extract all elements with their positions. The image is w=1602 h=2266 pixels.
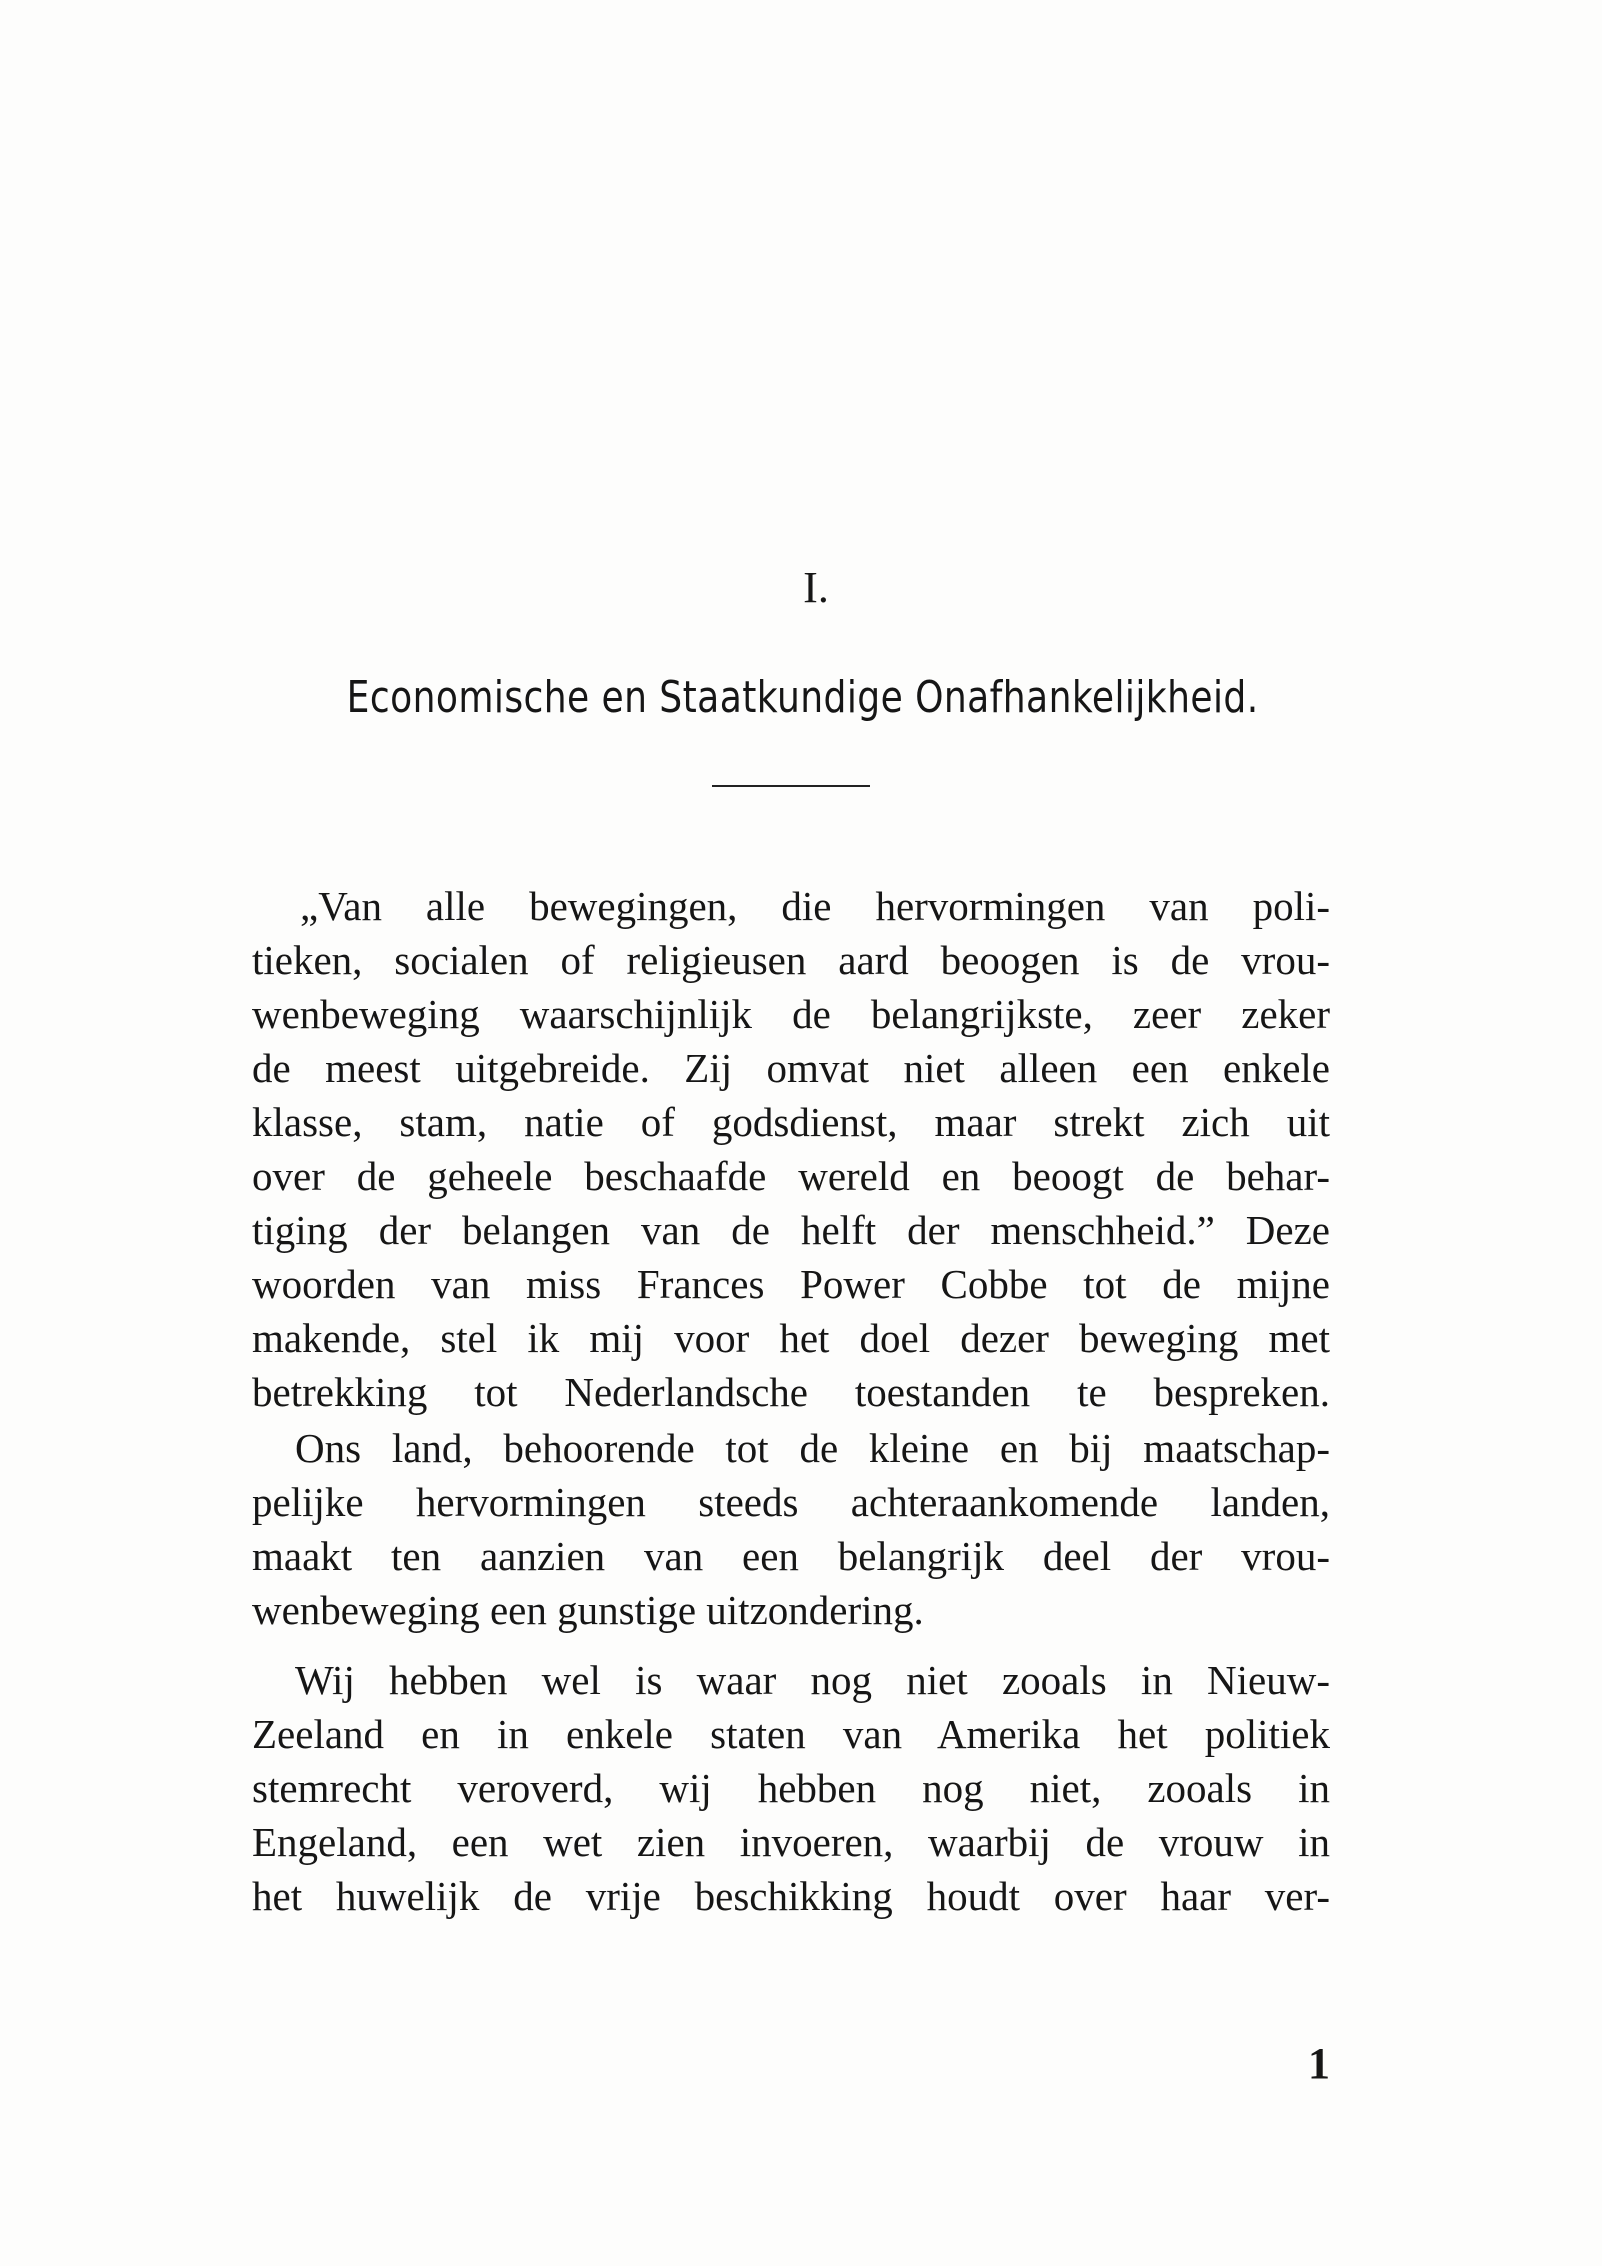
text-line: maakt ten aanzien van een belangrijk deel der vrou- <box>252 1533 1330 1579</box>
text-line: de meest uitgebreide. Zij omvat niet alleen een enkele <box>252 1045 1330 1091</box>
text-line: betrekking tot Nederlandsche toestanden te bespreken. <box>252 1369 1330 1415</box>
text-line: Ons land, behoorende tot de kleine en bij maatschap- <box>295 1425 1330 1471</box>
text-line: over de geheele beschaafde wereld en beoogt de behar- <box>252 1153 1330 1199</box>
text-line: pelijke hervormingen steeds achteraankomende landen, <box>252 1479 1330 1525</box>
text-line: makende, stel ik mij voor het doel dezer beweging met <box>252 1315 1330 1361</box>
text-line: tieken, socialen of religieusen aard beoogen is de vrou- <box>252 937 1330 983</box>
chapter-number: I. <box>803 563 829 612</box>
text-line: het huwelijk de vrije beschikking houdt over haar ver- <box>252 1873 1330 1919</box>
text-line: wenbeweging een gunstige uitzondering. <box>252 1587 924 1633</box>
chapter-title: Economische en Staatkundige Onafhankelijkheid. <box>346 672 1259 723</box>
text-line: „Van alle bewegingen, die hervormingen van poli- <box>300 883 1330 929</box>
page-number: 1 <box>1308 2039 1330 2088</box>
text-line: stemrecht veroverd, wij hebben nog niet, zooals in <box>252 1765 1330 1811</box>
text-line: Zeeland en in enkele staten van Amerika het politiek <box>252 1711 1330 1757</box>
text-line: tiging der belangen van de helft der menschheid.” Deze <box>252 1207 1330 1253</box>
text-line: Wij hebben wel is waar nog niet zooals in Nieuw- <box>295 1657 1330 1703</box>
text-line: Engeland, een wet zien invoeren, waarbij de vrouw in <box>252 1819 1330 1865</box>
text-line: wenbeweging waarschijnlijk de belangrijkste, zeer zeker <box>252 991 1330 1037</box>
text-line: woorden van miss Frances Power Cobbe tot de mijne <box>252 1261 1330 1307</box>
section-divider <box>712 785 870 787</box>
text-line: klasse, stam, natie of godsdienst, maar strekt zich uit <box>252 1099 1330 1145</box>
